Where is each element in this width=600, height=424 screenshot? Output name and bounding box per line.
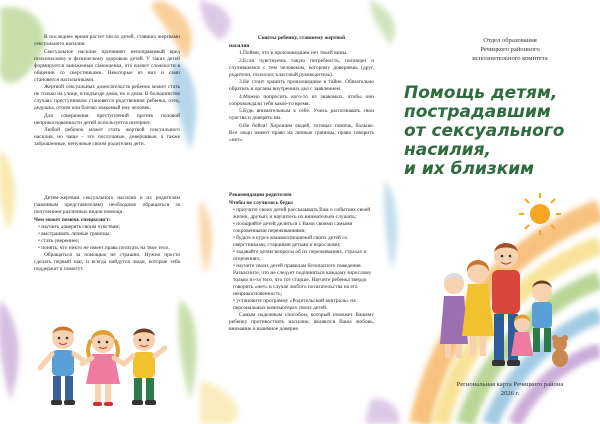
title-line-1: Помощь детям, [404,83,558,103]
recommendation-item-1: • приучите своих детей рассказывать Вам о событиях своей жизни, друзьях и научитесь их внимательно слушать; [229,207,374,221]
girl-figure-icon [82,330,124,406]
intro-paragraph-1: В последнее время растет число детей, ставших жертвами сексуального насилия. [34,34,180,47]
intro-paragraph-3: Жертвой сексуальных домогательств ребенок может стать не только на улице, в подъезде дома, но и дома. В большинстве случаях преступником становятся родственник ребенка, отец, дедушка, отчим или близко знакомый ему человек. [34,84,180,111]
region-year: 2026 г. [500,390,520,397]
family-illustration [436,232,576,372]
children-illustration [38,318,168,410]
org-line-3: исполнительного комитета [472,55,548,62]
organization-name [430,36,590,63]
child-figure-icon [532,281,552,353]
left-help-block [34,195,180,274]
advice-item-3: 3.Не стоит хранить произошедшее в тайне. Обязательно обратись в органы внутренних дел с заявлением. [229,79,374,92]
specialist-item-3: • стать увереннее; [34,238,180,245]
title-line-3: от сексуального [404,121,565,141]
intro-paragraph-2: Сексуальное насилие причиняет непоправимый вред психическому и физическому здоровью детей. У таких детей формируется заниженная самооценка, что влечет сложности в общении со сверстниками. Некоторые из них и сами становятся насильниками. [34,48,180,83]
org-line-1: Отдел образования [483,37,537,44]
region-footer [430,380,590,398]
recommendation-item-4: • задавайте детям вопросы об их переживаниях, страхах и огорчениях; [229,249,374,263]
advice-item-1: 1.Пойми, что в произошедшем нет твоей вины. [239,50,348,56]
specialist-item-2: • выстраивать личные границы; [34,231,180,238]
recommendation-item-3: • будьте в курсе взаимоотношений своих детей со сверстниками, старшими детьми и взрослыми; [229,235,374,249]
title-line-2: пострадавшим [404,102,551,122]
boy-figure-icon [40,327,86,406]
title-line-5: и их близким [404,159,535,179]
title-line-4: насилия, [404,140,491,160]
recommendation-item-5: • научите своих детей правилам безопасного поведения. Разъясните, что не следует подчиняться каждому взрослому только из-за того, что тот старше. Научите ребенка твердо говорить «нет» в случае любого посягательства на его неприкосновенность; [229,263,374,298]
advice-heading: Советы ребенку, ставшему жертвой [257,35,346,41]
recommendation-item-2: • поощряйте детей делиться с Вами своими самыми сокровенными переживаниями; [229,221,374,235]
left-closing: Обращаться за помощью не страшно. Нужно просто сделать первый шаг, и всегда найдутся люди, которые тебя поддержат и помогут. [34,252,180,272]
recommendations-block [229,192,374,334]
org-line-2: Речицкого районного [480,46,540,53]
parents-note: Детям-жертвам сексуального насилия и их родителям (законным представителям) необходимо обращаться за получением различных видов помощи. [34,195,180,215]
intro-paragraph-5: Любой ребенок может стать жертвой сексуального насилия, но чаще – это послушные, доверчивые, а также заброшенные, ненужные своим родителям дети. [34,127,180,147]
recommendation-item-6: • установите программу «Родительский контроль» на персональных компьютерах своих детей. [229,298,374,312]
region-line-1: Региональная карта Речицкого района [456,381,564,388]
advice-item-5: 5.Будь внимательным к себе. Учись распознавать свои чувства и доверять им. [229,108,374,121]
boy-figure-icon-2 [124,329,165,406]
intro-paragraph-4: Для совершения преступлений против половой неприкосновенности детей используется интернет. [34,112,180,126]
specialist-item-1: • научить доверять своим чувствам; [34,224,180,231]
brochure-title [404,84,594,179]
teddy-bear-icon [552,335,568,367]
middle-closing: Самым надежным способом, который поможет Вашему ребенку противостоять насилию, являются Ваша любовь, внимание и взаимное доверие. [229,312,374,332]
recommendations-heading: Рекомендации родителям [229,192,292,198]
specialist-list [34,224,180,252]
recommendations-subheading: Чтобы не случилось беды: [229,199,294,206]
advice-item-6: 6.Не бойся! Хорошим людей, готовых помочь, больше. Все люди имеют право на личные границы, право говорить «нет». [229,122,374,143]
advice-item-4: 4.Можно попросить кого-то из знакомых, чтобы они сопровождали тебя какое-то время. [229,93,374,107]
recommendations-list [229,207,374,312]
advice-item-2: 2.Если чувствуешь такую потребность, поговори и случившемся с тем человеком, которому доверяешь (друг, родители, психолог, классный руководитель). [229,57,374,78]
left-intro-block [34,34,180,149]
advice-block [229,35,374,144]
advice-heading-cont: насилия [229,42,250,49]
specialist-item-4: • понять, что никто не имеет права посягать на твое тело. [34,245,180,252]
grandmother-figure-icon [440,273,468,358]
specialist-heading: Чем может помочь специалист: [34,216,111,223]
